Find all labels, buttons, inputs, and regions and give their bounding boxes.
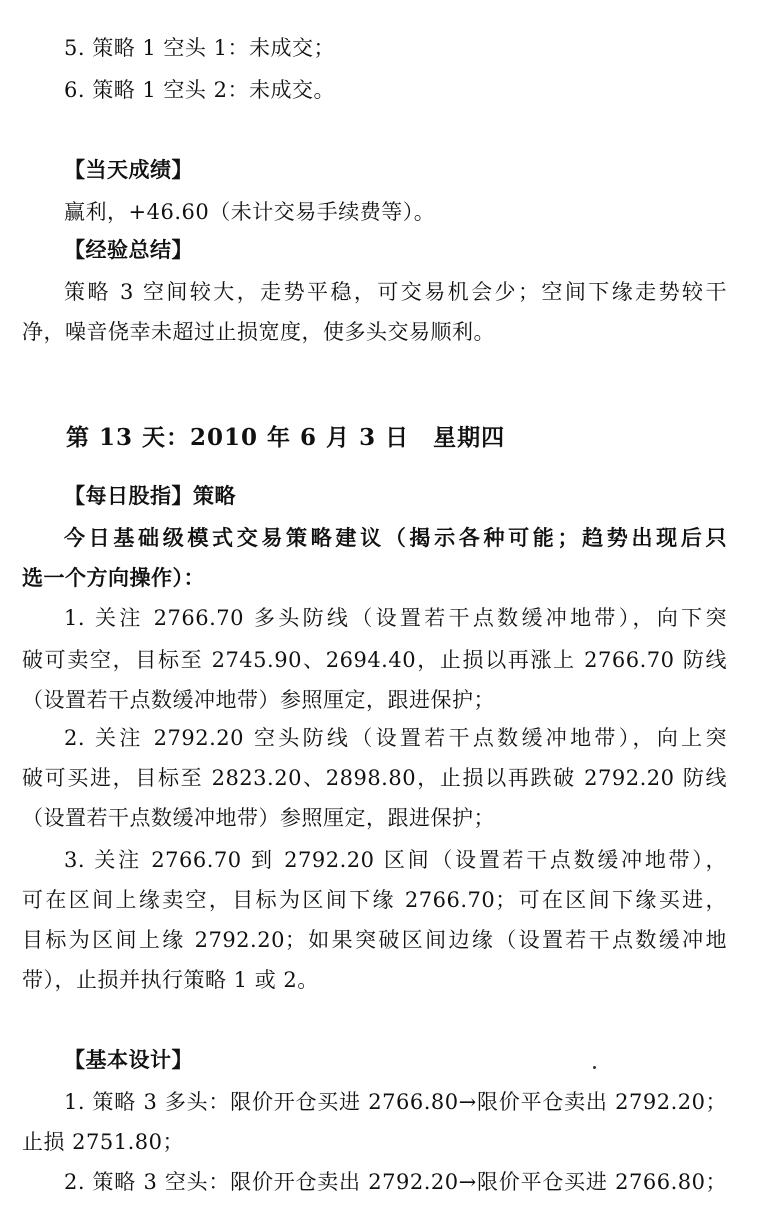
strategy-1-line: 破可卖空，目标至 2745.90、2694.40，止损以再涨上 2766.70 防线 xyxy=(22,648,727,672)
section-heading-experience: 【经验总结】 xyxy=(64,237,193,262)
daily-result-text: 赢利，+46.60（未计交易手续费等）。 xyxy=(64,200,436,224)
day-13-title: 第 13 天：2010 年 6 月 3 日 星期四 xyxy=(66,424,506,451)
strategy-1-line: 1. 关注 2766.70 多头防线（设置若干点数缓冲地带），向下突 xyxy=(64,606,727,630)
strategy-3-line: 可在区间上缘卖空，目标为区间下缘 2766.70；可在区间下缘买进， xyxy=(22,888,727,912)
strategy-1-line: （设置若干点数缓冲地带）参照厘定，跟进保护； xyxy=(22,688,495,712)
strategy-2-line: 2. 关注 2792.20 空头防线（设置若干点数缓冲地带），向上突 xyxy=(64,726,727,750)
basic-design-line: 止损 2751.80； xyxy=(22,1130,185,1154)
strategy1-short2-result: 6. 策略 1 空头 2：未成交。 xyxy=(64,78,335,102)
experience-text-line: 净，噪音侥幸未超过止损宽度，使多头交易顺利。 xyxy=(22,320,495,344)
section-heading-daily-result: 【当天成绩】 xyxy=(64,157,193,182)
basic-design-line: 1. 策略 3 多头：限价开仓买进 2766.80→限价平仓卖出 2792.20； xyxy=(64,1090,727,1114)
basic-design-line: 2. 策略 3 空头：限价开仓卖出 2792.20→限价平仓买进 2766.80； xyxy=(64,1170,727,1194)
experience-text-line: 策略 3 空间较大，走势平稳，可交易机会少；空间下缘走势较干 xyxy=(64,280,727,304)
strategy-2-line: 破可买进，目标至 2823.20、2898.80，止损以再跌破 2792.20 防线 xyxy=(22,766,727,790)
section-heading-basic-design: 【基本设计】 xyxy=(64,1047,193,1072)
scan-speck xyxy=(593,1066,596,1069)
strategy-3-line: 带），止损并执行策略 1 或 2。 xyxy=(22,968,319,992)
strategy-3-line: 3. 关注 2766.70 到 2792.20 区间（设置若干点数缓冲地带）， xyxy=(64,848,727,872)
strategy-intro-line: 今日基础级模式交易策略建议（揭示各种可能；趋势出现后只 xyxy=(64,525,727,550)
section-heading-daily-index-strategy: 【每日股指】策略 xyxy=(64,483,236,508)
strategy1-short1-result: 5. 策略 1 空头 1：未成交； xyxy=(64,36,335,60)
strategy-2-line: （设置若干点数缓冲地带）参照厘定，跟进保护； xyxy=(22,806,495,830)
strategy-intro-line: 选一个方向操作）： xyxy=(22,565,205,590)
strategy-3-line: 目标为区间上缘 2792.20；如果突破区间边缘（设置若干点数缓冲地 xyxy=(22,928,727,952)
